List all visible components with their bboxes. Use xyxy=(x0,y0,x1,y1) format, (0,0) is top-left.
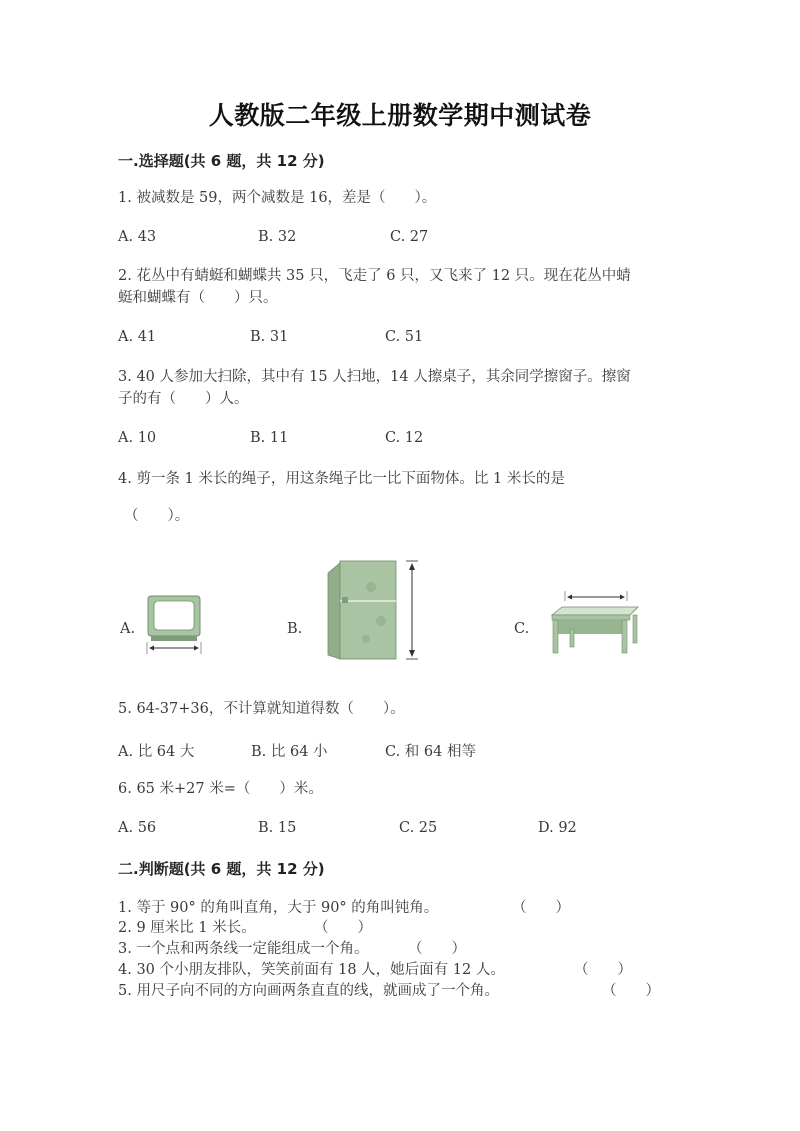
q1-option-c: C. 27 xyxy=(390,229,429,245)
q4-option-a: A. xyxy=(120,621,136,637)
judge-item-4-blank[interactable]: （ ） xyxy=(574,962,632,978)
table-icon xyxy=(548,589,642,657)
section-heading-judgement: 二.判断题(共 6 题，共 12 分) xyxy=(118,860,325,878)
judge-item-3-blank[interactable]: （ ） xyxy=(408,941,466,957)
question-2-line1: 2. 花丛中有蜻蜓和蝴蝶共 35 只，飞走了 6 只，又飞来了 12 只。现在花丛中蜻 xyxy=(118,268,631,284)
judge-item-5: 5. 用尺子向不同的方向画两条直直的线，就画成了一个角。 xyxy=(118,983,499,999)
q2-option-c: C. 51 xyxy=(385,329,424,345)
judge-item-2: 2. 9 厘米比 1 米长。 xyxy=(118,920,256,936)
judge-item-3: 3. 一个点和两条线一定能组成一个角。 xyxy=(118,941,369,957)
page-title: 人教版二年级上册数学期中测试卷 xyxy=(208,101,592,130)
q4-option-b: B. xyxy=(287,621,303,637)
judge-item-5-blank[interactable]: （ ） xyxy=(602,983,660,999)
q6-option-d: D. 92 xyxy=(538,820,577,836)
question-1: 1. 被减数是 59，两个减数是 16，差是（ ）。 xyxy=(118,190,437,206)
question-4-line2: （ ）。 xyxy=(124,508,190,524)
q5-option-a: A. 比 64 大 xyxy=(118,744,195,760)
refrigerator-icon xyxy=(326,559,422,663)
question-2-line2: 蜓和蝴蝶有（ ）只。 xyxy=(118,290,278,306)
q2-option-b: B. 31 xyxy=(250,329,289,345)
q1-option-b: B. 32 xyxy=(258,229,297,245)
q4-option-c: C. xyxy=(514,621,530,637)
question-4-line1: 4. 剪一条 1 米长的绳子，用这条绳子比一比下面物体。比 1 米长的是 xyxy=(118,471,565,487)
q3-option-b: B. 11 xyxy=(250,430,289,446)
question-5: 5. 64-37+36，不计算就知道得数（ ）。 xyxy=(118,701,405,717)
judge-item-2-blank[interactable]: （ ） xyxy=(314,920,372,936)
judge-item-4: 4. 30 个小朋友排队，笑笑前面有 18 人，她后面有 12 人。 xyxy=(118,962,505,978)
question-3-line2: 子的有（ ）人。 xyxy=(118,391,249,407)
q6-option-a: A. 56 xyxy=(118,820,157,836)
q1-option-a: A. 43 xyxy=(118,229,157,245)
question-3-line1: 3. 40 人参加大扫除，其中有 15 人扫地，14 人擦桌子，其余同学擦窗子。擦窗 xyxy=(118,369,631,385)
q6-option-c: C. 25 xyxy=(399,820,438,836)
judge-item-1-blank[interactable]: （ ） xyxy=(512,900,570,916)
question-6: 6. 65 米+27 米=（ ）米。 xyxy=(118,781,323,797)
tv-icon xyxy=(145,594,207,656)
judge-item-1: 1. 等于 90° 的角叫直角，大于 90° 的角叫钝角。 xyxy=(118,900,439,916)
q6-option-b: B. 15 xyxy=(258,820,297,836)
q2-option-a: A. 41 xyxy=(118,329,157,345)
q3-option-c: C. 12 xyxy=(385,430,424,446)
section-heading-choice: 一.选择题(共 6 题，共 12 分) xyxy=(118,152,325,170)
q5-option-c: C. 和 64 相等 xyxy=(385,744,476,760)
q3-option-a: A. 10 xyxy=(118,430,157,446)
q5-option-b: B. 比 64 小 xyxy=(251,744,328,760)
